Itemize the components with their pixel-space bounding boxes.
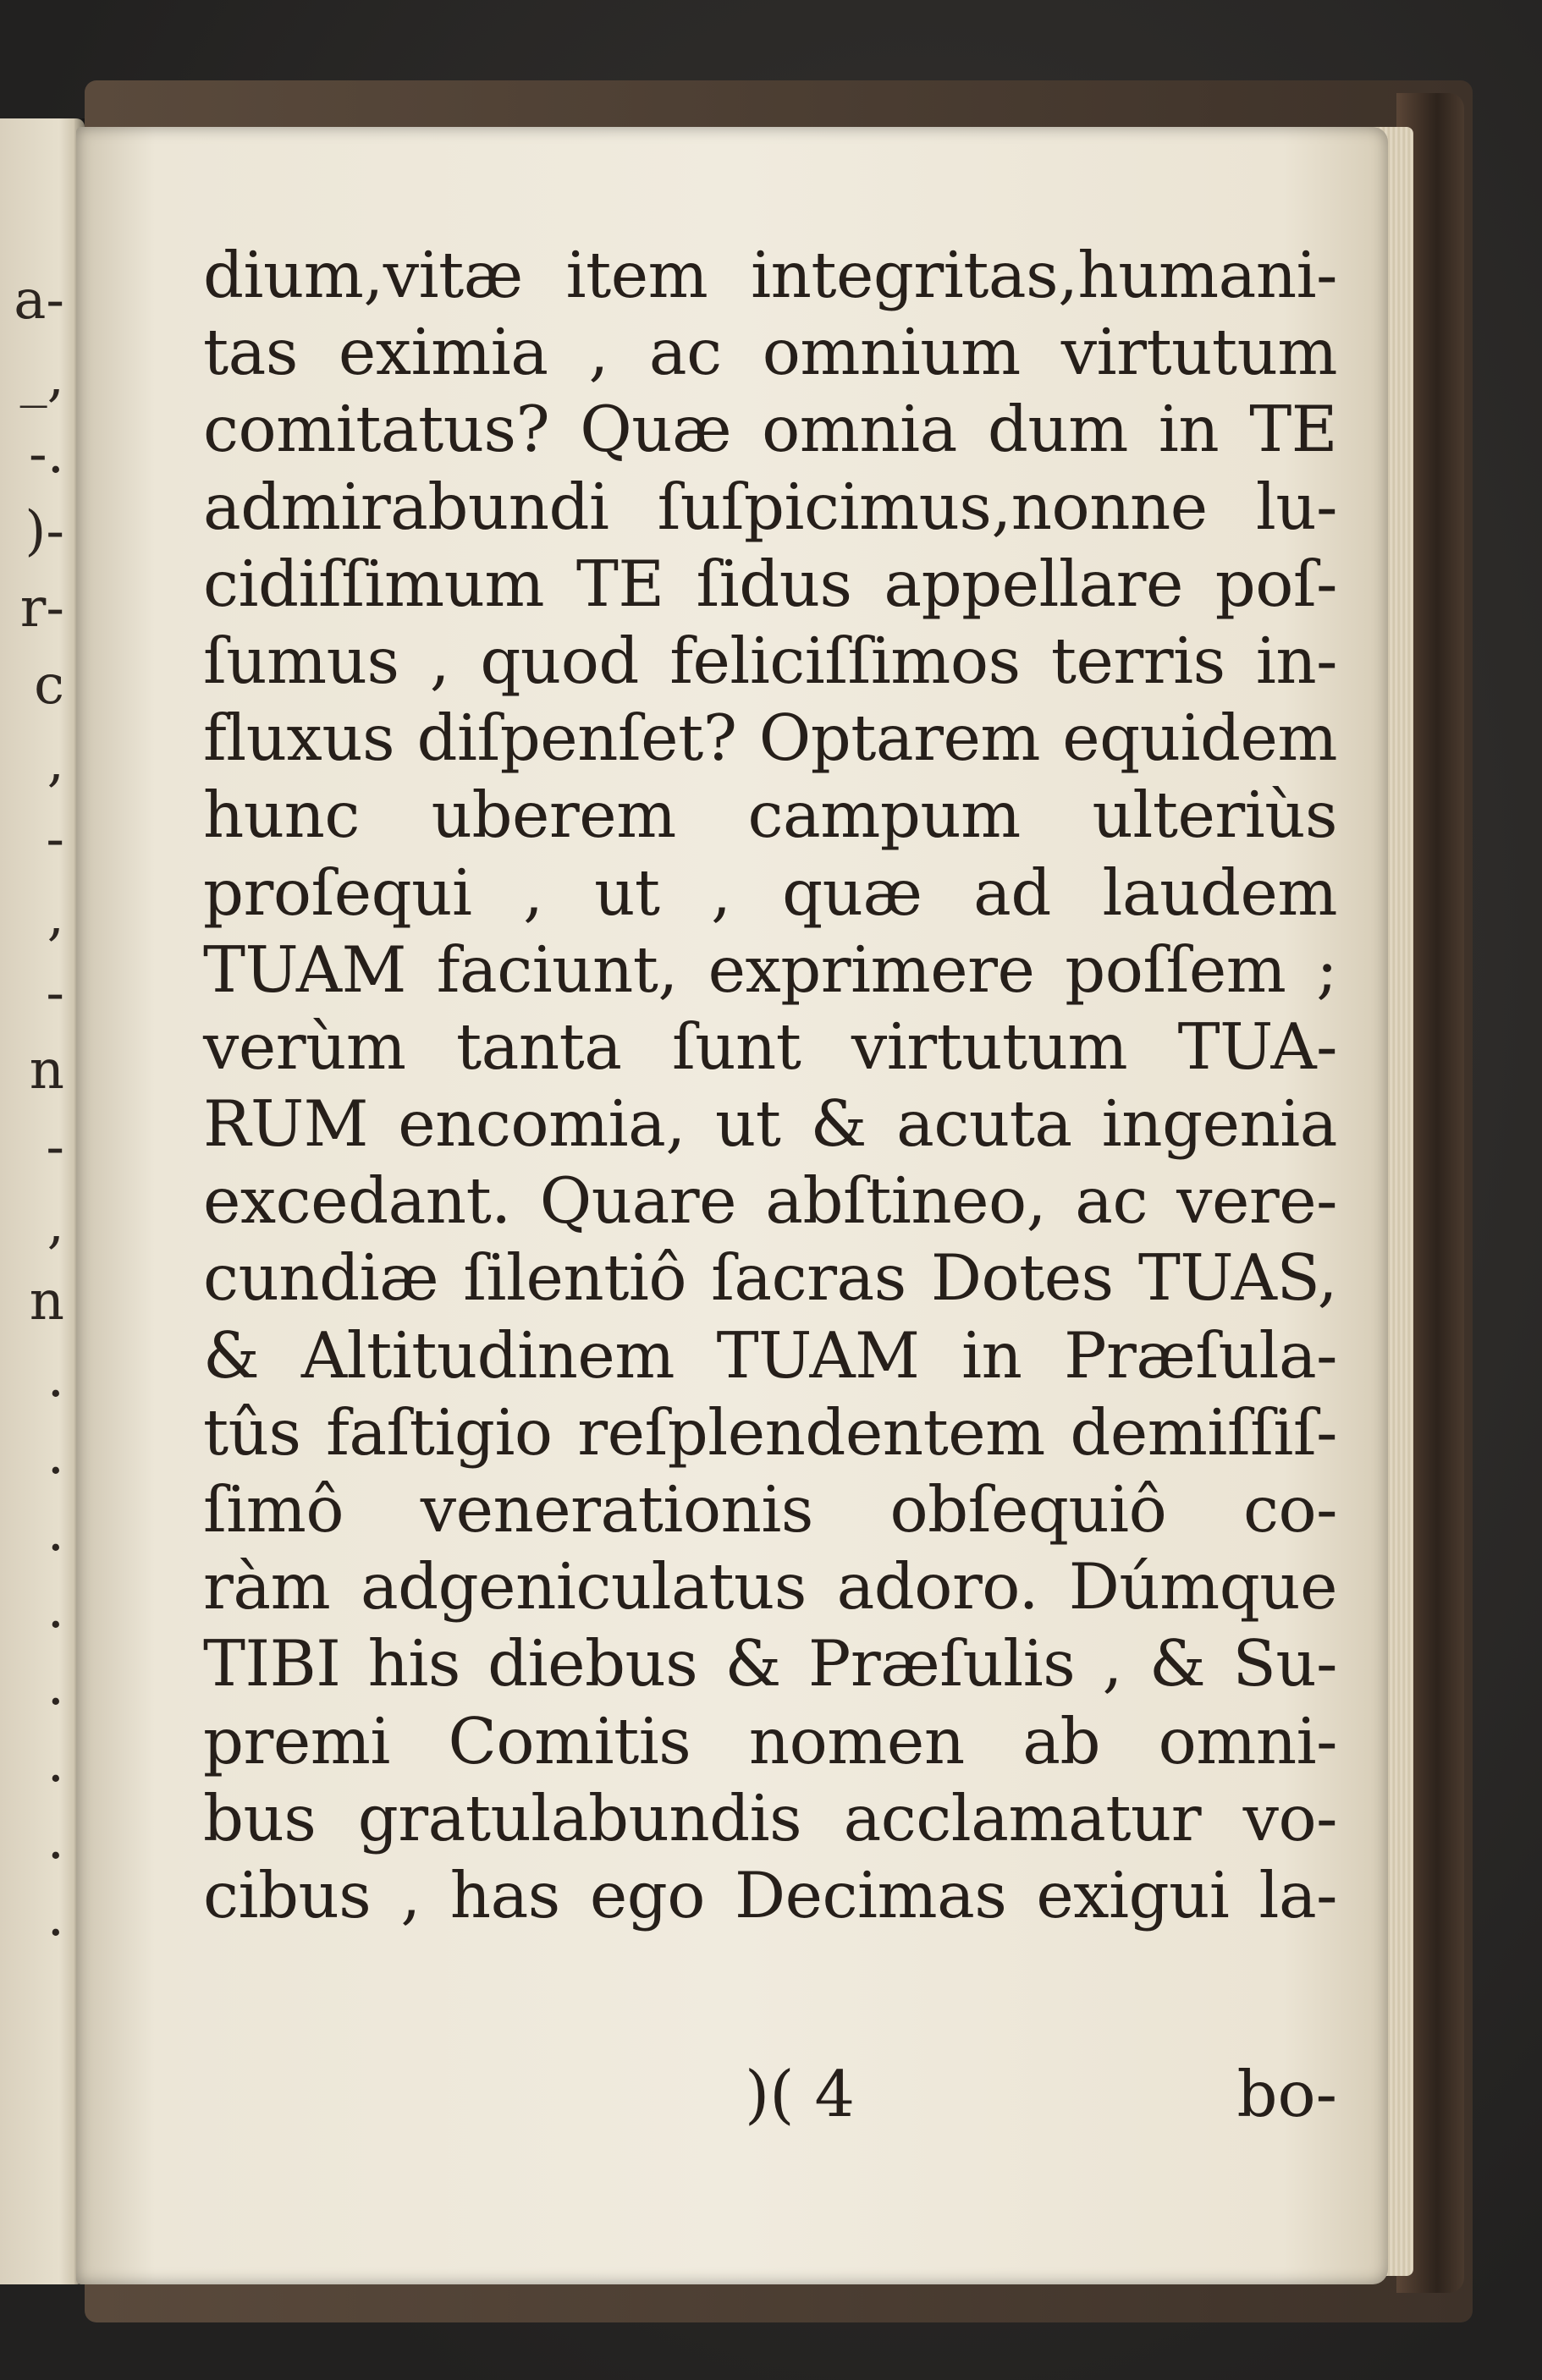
text-line: TUAM faciunt, exprimere poſſem ; [203,932,1337,1007]
text-line: ràm adgeniculatus adoro. Dúmque [203,1549,1337,1624]
facing-line-ending: , [47,731,64,794]
facing-line-ending: . [47,1732,64,1795]
text-line: comitatus? Quæ omnia dum in TE [203,392,1337,467]
text-line: tûs faſtigio reſplendentem demiſſiſ- [203,1394,1337,1470]
text-line: hunc uberem campum ulteriùs [203,778,1337,853]
signature-mark: )( 4 [745,2057,856,2131]
facing-line-ending: . [47,1501,64,1564]
facing-line-ending: . [47,1347,64,1410]
facing-line-ending: n [29,1270,64,1333]
text-line: verùm tanta ſunt virtutum TUA- [203,1009,1337,1084]
catchword: bo- [1236,2057,1337,2131]
text-line: cundiæ ſilentiô ſacras Dotes TUAS, [203,1240,1337,1316]
text-line: cidiſſimum TE ſidus appellare poſ- [203,546,1337,621]
facing-line-ending: a- [14,269,64,332]
text-line: tas eximia , ac omnium virtutum [203,315,1337,390]
text-line: premi Comitis nomen ab omni- [203,1703,1337,1778]
facing-line-ending: - [46,962,64,1025]
facing-line-ending: . [47,1578,64,1641]
facing-line-ending: - [46,808,64,871]
facing-line-ending: . [47,1424,64,1487]
facing-line-ending: . [47,1886,64,1949]
facing-line-ending: r- [19,577,64,640]
text-line: dium,vitæ item integritas,humani- [203,238,1337,312]
text-line: cibus , has ego Decimas exigui la- [203,1857,1337,1932]
facing-line-ending: , [47,1193,64,1256]
text-line: excedant. Quare abſtineo, ac vere- [203,1163,1337,1239]
page-footer [203,2056,1337,2133]
text-line: bus gratulabundis acclamatur vo- [203,1780,1337,1855]
facing-line-ending: - [46,1116,64,1179]
text-line: RUM encomia, ut & acuta ingenia [203,1086,1337,1162]
text-line: ſimô venerationis obſequiô co- [203,1472,1337,1547]
facing-page-line-endings [0,262,85,1956]
facing-line-ending: , [47,885,64,948]
text-line: proſequi , ut , quæ ad laudem [203,855,1337,930]
facing-line-ending: n [29,1039,64,1102]
text-line: fluxus diſpenſet? Optarem equidem [203,701,1337,776]
facing-line-ending: -. [29,423,64,486]
text-line: TIBI his diebus & Præſulis , & Su- [203,1626,1337,1701]
book-page [76,127,1388,2284]
facing-line-ending: _, [19,346,64,409]
facing-line-ending: . [47,1809,64,1872]
facing-line-ending: . [47,1655,64,1718]
facing-line-ending: c [34,654,64,717]
facing-line-ending: )- [25,500,64,563]
facing-page-left [0,118,85,2284]
text-line: & Altitudinem TUAM in Præſula- [203,1317,1337,1393]
text-line: admirabundi ſuſpicimus,nonne lu- [203,469,1337,544]
page-text-block [203,237,1337,1934]
text-line: ſumus , quod feliciſſimos terris in- [203,623,1337,698]
